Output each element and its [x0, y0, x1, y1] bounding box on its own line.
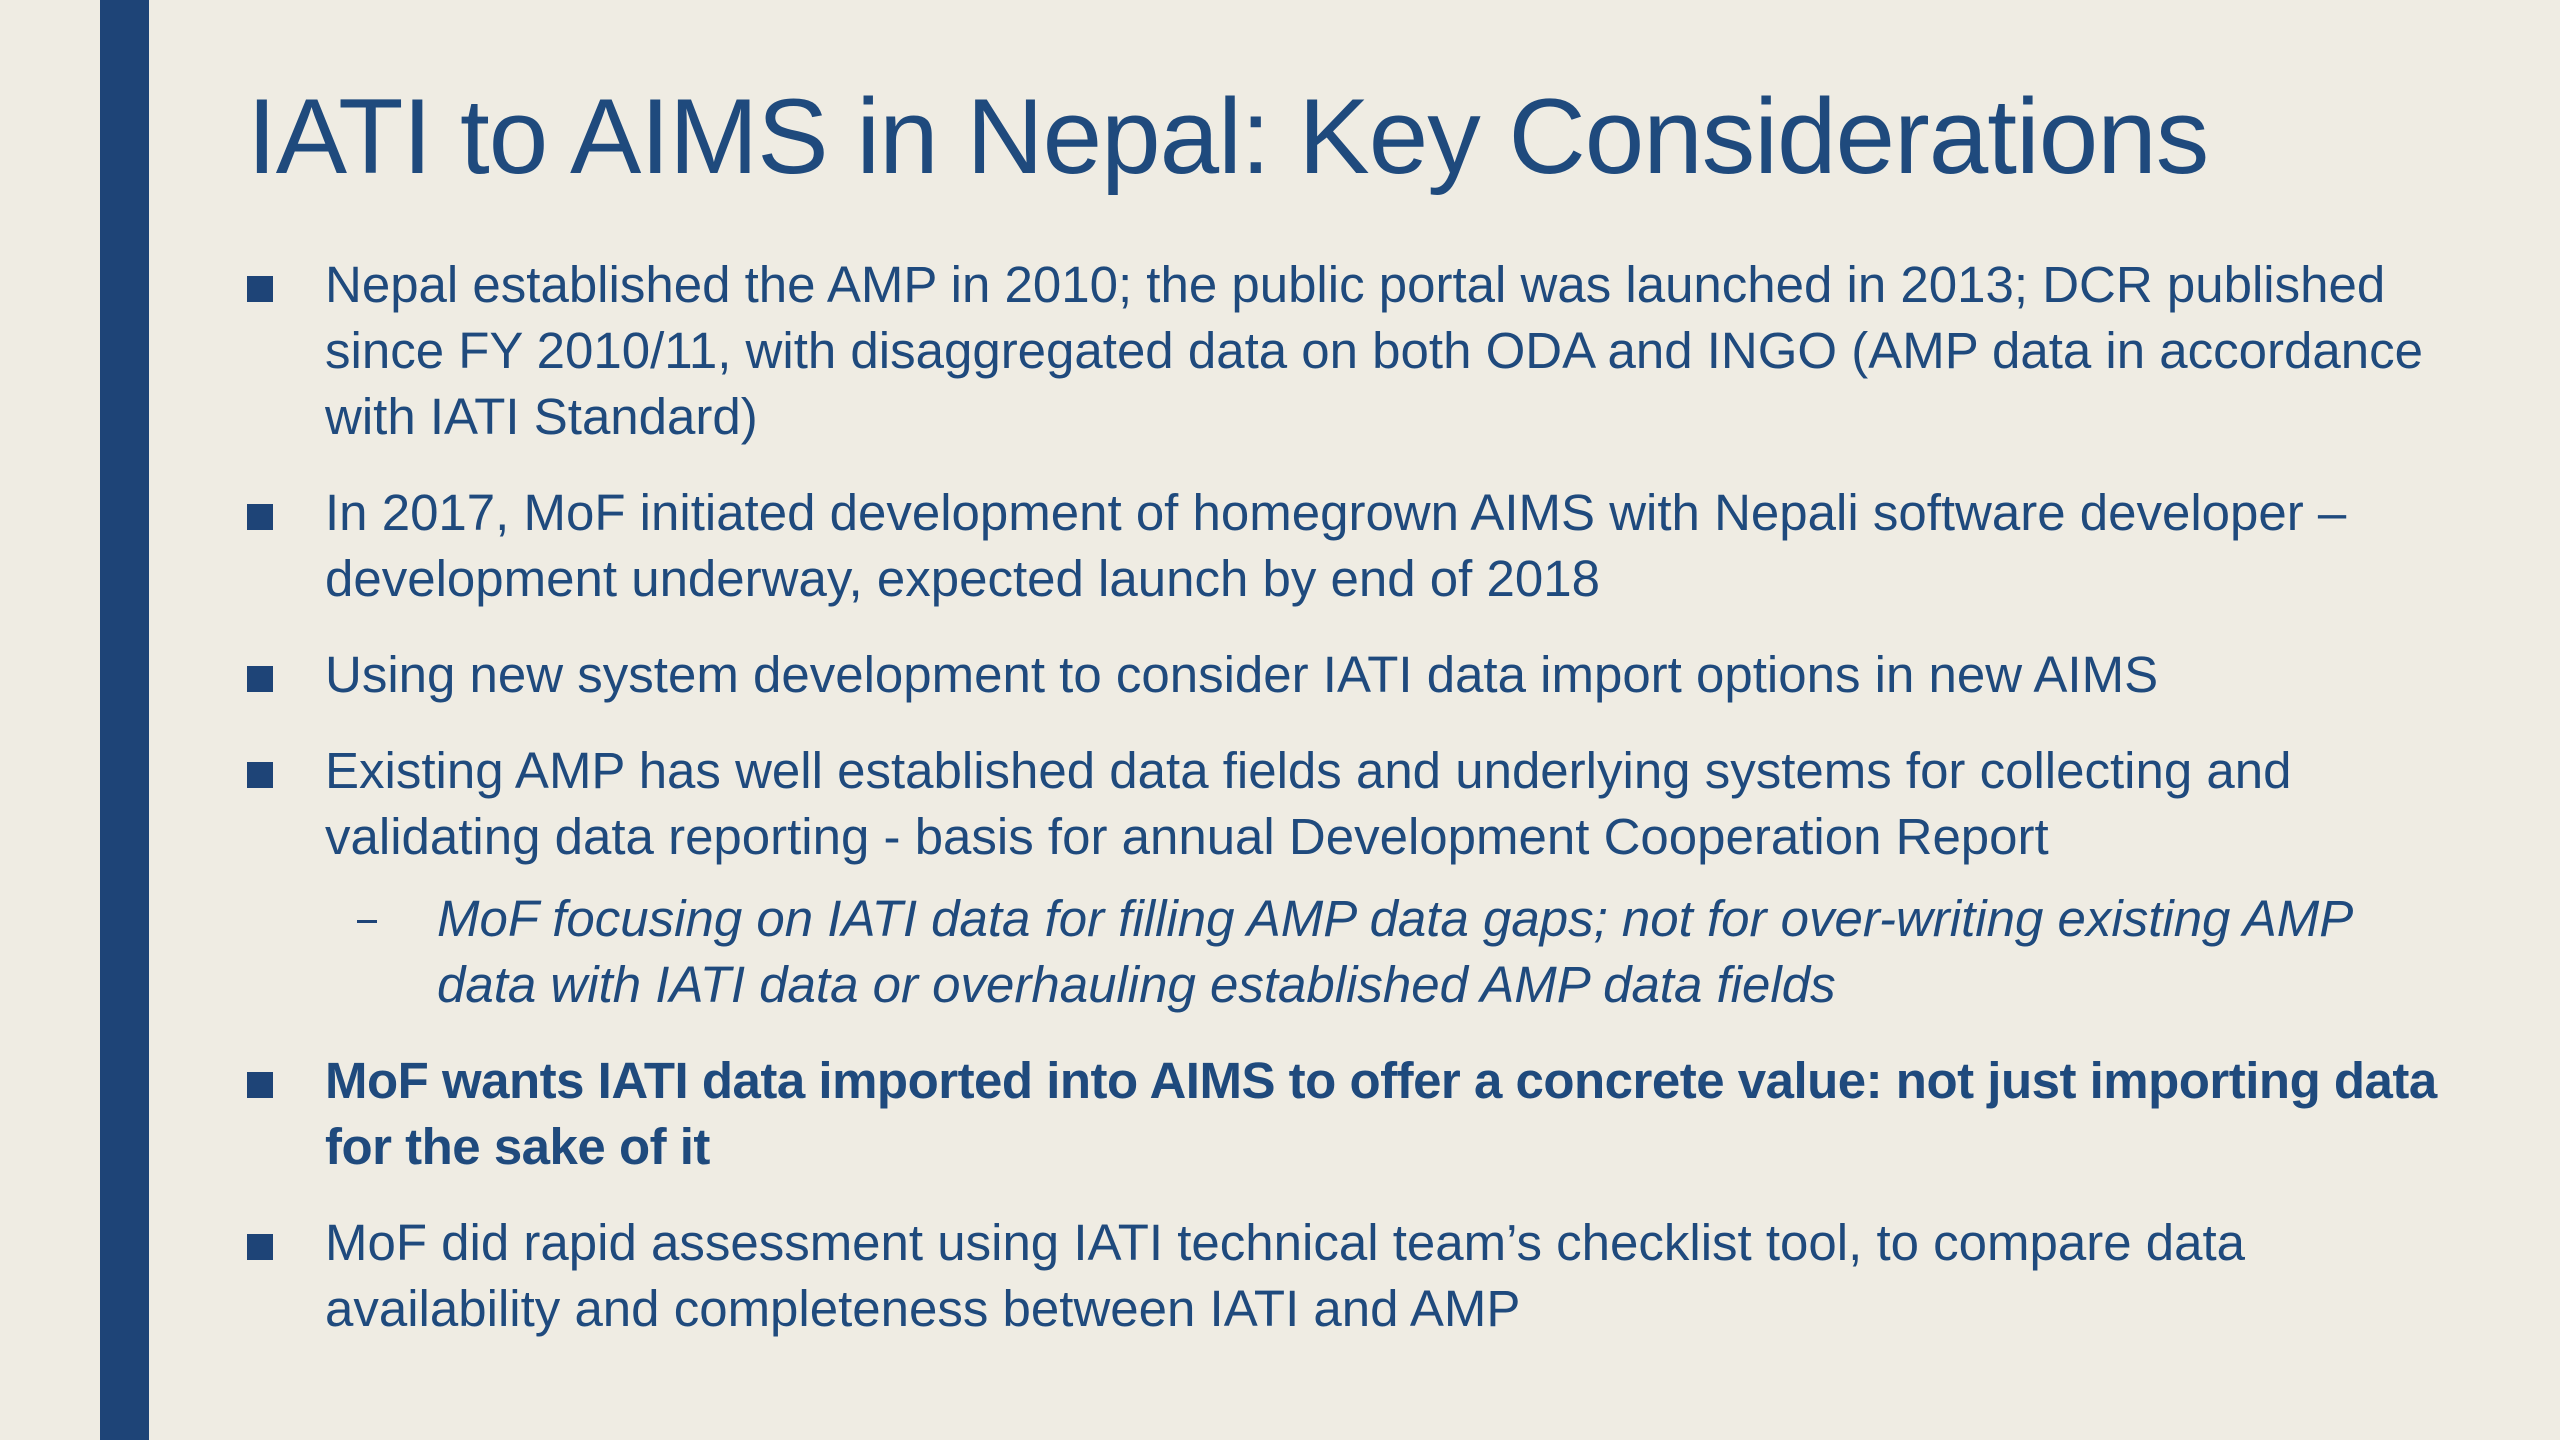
square-bullet-icon [247, 1234, 273, 1260]
bullet-item [247, 252, 2447, 450]
bullet-item [247, 1048, 2447, 1180]
slide-title: IATI to AIMS in Nepal: Key Considerations [247, 76, 2209, 196]
square-bullet-icon [247, 666, 273, 692]
accent-bar [100, 0, 149, 1440]
sub-bullet-item [357, 886, 2447, 1018]
bullet-text: Using new system development to consider IATI data import options in new AIMS [325, 646, 2159, 703]
dash-bullet-icon [357, 920, 377, 923]
bullet-text: In 2017, MoF initiated development of homegrown AIMS with Nepali software developer – development underway, expected launch by end of 2018 [325, 484, 2347, 607]
bullet-item [247, 480, 2447, 612]
square-bullet-icon [247, 1072, 273, 1098]
sub-bullet-text: MoF focusing on IATI data for filling AMP data gaps; not for over-writing existing AMP data with IATI data or overhauling established AMP data fields [437, 890, 2352, 1013]
bullet-text: Nepal established the AMP in 2010; the public portal was launched in 2013; DCR published since FY 2010/11, with disaggregated data on both ODA and INGO (AMP data in accordance with IATI Standard) [325, 256, 2423, 445]
bullet-item [247, 1210, 2447, 1342]
bullet-text: MoF did rapid assessment using IATI technical team’s checklist tool, to compare data availability and completeness between IATI and AMP [325, 1214, 2245, 1337]
bullet-item [247, 738, 2447, 870]
square-bullet-icon [247, 762, 273, 788]
bullet-text: MoF wants IATI data imported into AIMS to offer a concrete value: not just importing data for the sake of it [325, 1052, 2437, 1175]
bullet-list [247, 252, 2447, 1372]
square-bullet-icon [247, 504, 273, 530]
square-bullet-icon [247, 276, 273, 302]
bullet-text: Existing AMP has well established data fields and underlying systems for collecting and validating data reporting - basis for annual Development Cooperation Report [325, 742, 2292, 865]
bullet-item [247, 642, 2447, 708]
